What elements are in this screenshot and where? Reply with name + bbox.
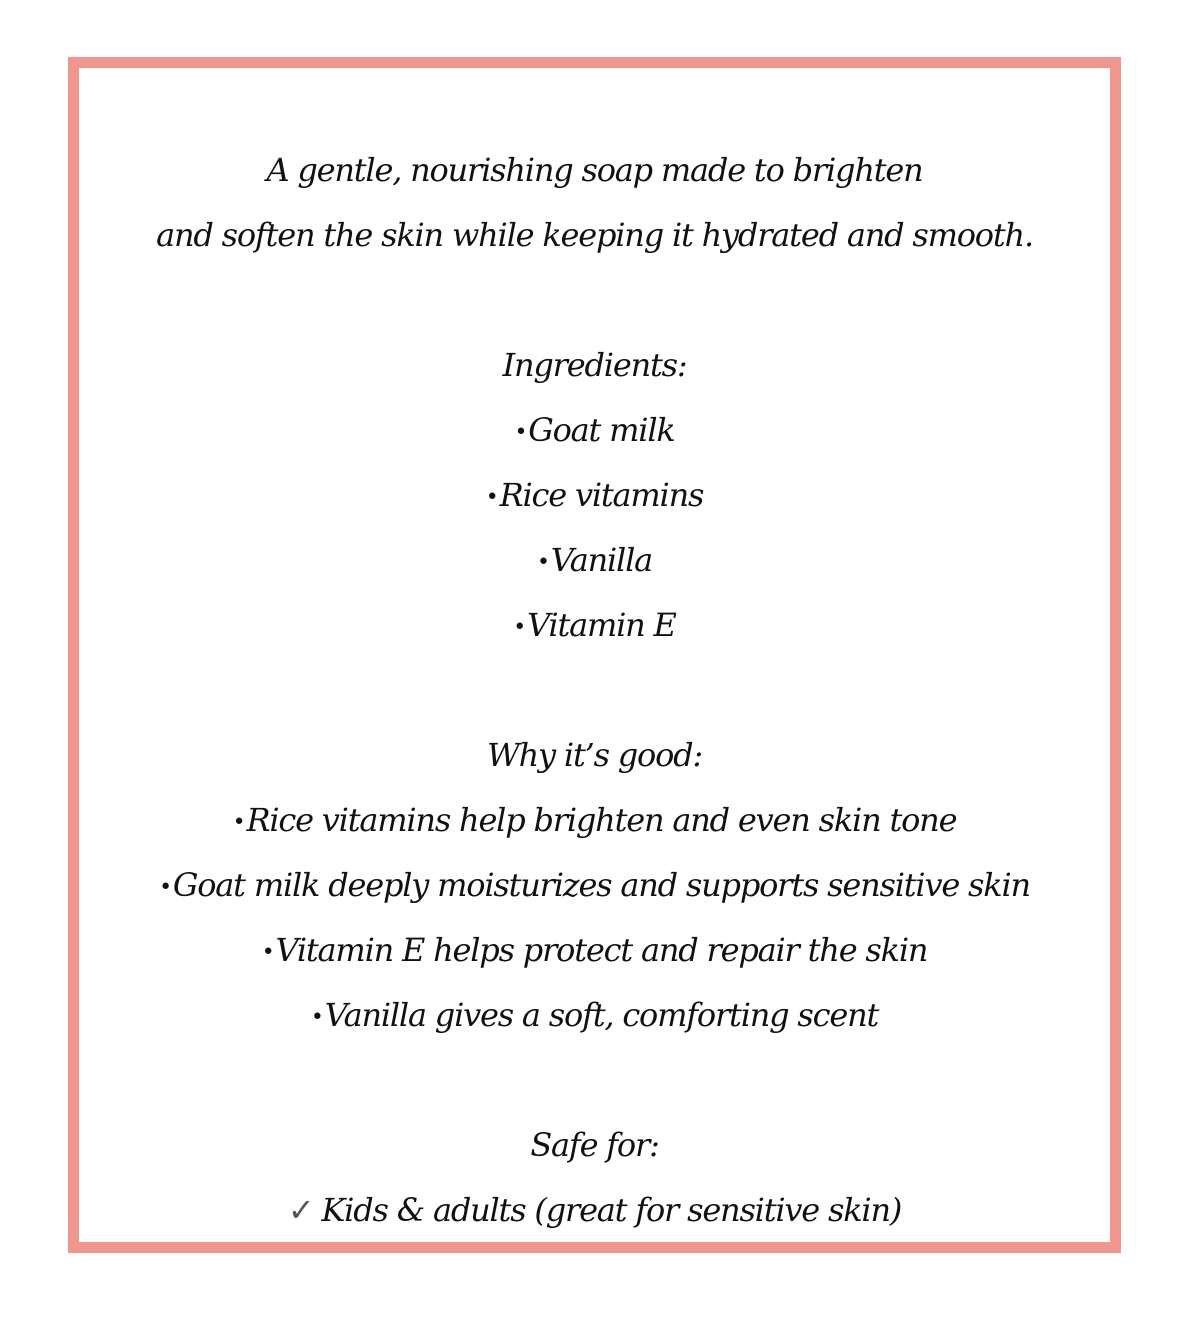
- ingredient-label: Goat milk: [528, 411, 675, 449]
- ingredient-item: [79, 605, 1110, 645]
- bullet-icon: •: [485, 485, 498, 510]
- bullet-icon: •: [159, 875, 171, 900]
- benefit-item: [79, 995, 1110, 1035]
- bullet-icon: •: [261, 940, 274, 965]
- ingredient-item: [79, 475, 1110, 515]
- benefits-heading: Why it’s good:: [486, 736, 703, 774]
- benefit-label: Vitamin E helps protect and repair the skin: [275, 931, 928, 969]
- safe-for-item: [79, 1190, 1110, 1230]
- product-description-card: [68, 57, 1121, 1253]
- intro-line-2: and soften the skin while keeping it hydrated and smooth.: [156, 216, 1033, 254]
- benefit-item: [79, 800, 1110, 840]
- ingredients-heading: Ingredients:: [502, 346, 687, 384]
- safe-for-label: Kids & adults (great for sensitive skin): [321, 1191, 902, 1229]
- ingredient-label: Rice vitamins: [499, 476, 704, 514]
- ingredient-item: [79, 540, 1110, 580]
- benefit-item: [79, 865, 1110, 905]
- benefit-item: [79, 930, 1110, 970]
- bullet-icon: •: [232, 810, 245, 835]
- benefit-label: Rice vitamins help brighten and even skin tone: [246, 801, 957, 839]
- ingredient-item: [79, 410, 1110, 450]
- safe-for-heading: Safe for:: [530, 1126, 659, 1164]
- checkmark-icon: ✓: [287, 1191, 314, 1229]
- ingredient-label: Vanilla: [550, 541, 653, 579]
- bullet-icon: •: [513, 615, 526, 640]
- ingredient-label: Vitamin E: [527, 606, 676, 644]
- intro-line-1: A gentle, nourishing soap made to brighten: [266, 151, 923, 189]
- bullet-icon: •: [514, 420, 527, 445]
- bullet-icon: •: [536, 550, 549, 575]
- benefit-label: Goat milk deeply moisturizes and supports sensitive skin: [172, 866, 1030, 904]
- benefit-label: Vanilla gives a soft, comforting scent: [324, 996, 879, 1034]
- bullet-icon: •: [310, 1005, 323, 1030]
